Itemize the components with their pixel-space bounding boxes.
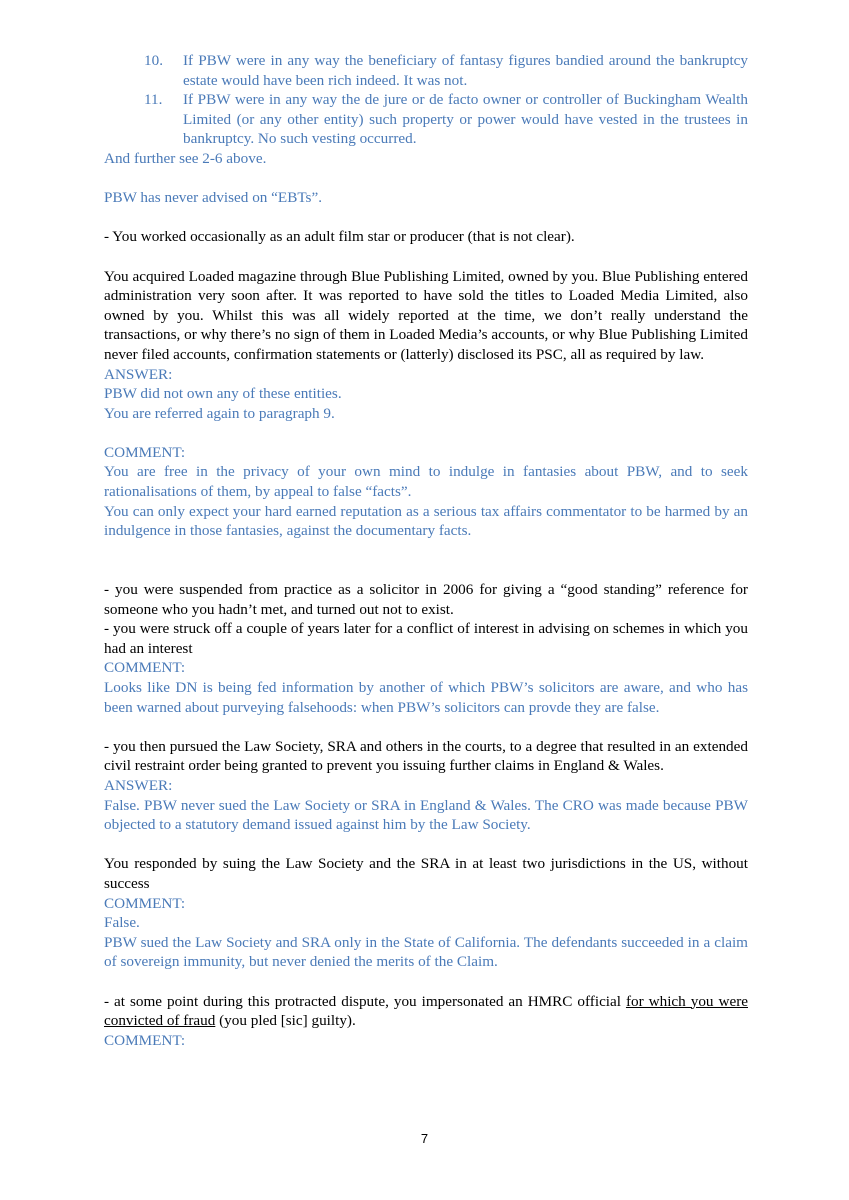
item-number: 10.	[144, 52, 163, 69]
answer-text: False. PBW never sued the Law Society or SRA in England & Wales. The CRO was made because PBW objected to a statutory demand issued against him by the Law Society.	[104, 796, 748, 834]
answer-text: PBW did not own any of these entities.	[104, 385, 342, 403]
comment-heading: COMMENT:	[104, 443, 186, 461]
page-number: 7	[420, 1131, 429, 1146]
allegation-us-suits: You responded by suing the Law Society and the SRA in at least two jurisdictions in the US, without success	[104, 855, 748, 892]
allegation-film: - You worked occasionally as an adult film star or producer (that is not clear).	[104, 228, 575, 246]
item-number: 11.	[144, 91, 163, 109]
comment-heading: COMMENT:	[104, 894, 186, 912]
further-reference: And further see 2-6 above.	[104, 149, 267, 167]
allegation-struck-off: - you were struck off a couple of years later for a conflict of interest in advising on schemes in which you had an interest	[104, 620, 748, 657]
numbered-item-10	[144, 51, 748, 90]
answer-heading: ANSWER:	[104, 776, 173, 794]
item-text: If PBW were in any way the beneficiary of fantasy figures bandied around the bankruptcy estate would have been rich indeed. It was not.	[183, 52, 748, 89]
comment-text: You can only expect your hard earned reputation as a serious tax affairs commentator to be harmed by an indulgence in those fantasies, against the documentary facts.	[104, 502, 748, 540]
comment-text: You are free in the privacy of your own mind to indulge in fantasies about PBW, and to seek rationalisations of them, by appeal to false “facts”.	[104, 463, 748, 501]
allegation-loaded: You acquired Loaded magazine through Blue Publishing Limited, owned by you. Blue Publishing entered administration very soon after. It was reported to have sold the titles to Loaded Media Limited, also owned by you. Whilst this was all widely reported at the time, we don’t really understand the transactions, or why there’s no sign of them in Loaded Media’s accounts, or why Blue Publishing Limited never filed accounts, confirmation statements or (latterly) disclosed its PSC, all as required by law.	[104, 267, 748, 363]
answer-text: You are referred again to paragraph 9.	[104, 404, 335, 422]
allegation-pursued: - you then pursued the Law Society, SRA and others in the courts, to a degree that resulted in an extended civil restraint order being granted to prevent you issuing further claims in England & Wales.	[104, 737, 748, 775]
comment-heading: COMMENT:	[104, 1031, 186, 1049]
allegation-text: - at some point during this protracted dispute, you impersonated an HMRC official	[104, 992, 626, 1010]
ebts-statement: PBW has never advised on “EBTs”.	[104, 189, 322, 207]
comment-text: Looks like DN is being fed information by another of which PBW’s solicitors are aware, and who has been warned about purveying falsehoods: when PBW’s solicitors can provde they are false.	[104, 679, 748, 716]
comment-text: PBW sued the Law Society and SRA only in the State of California. The defendants succeeded in a claim of sovereign immunity, but never denied the merits of the Claim.	[104, 933, 748, 971]
allegation-hmrc	[104, 992, 748, 1031]
comment-heading: COMMENT:	[104, 659, 186, 677]
underlined-text: for which you were convicted of fraud	[104, 992, 748, 1030]
item-text: If PBW were in any way the de jure or de facto owner or controller of Buckingham Wealth Limited (or any other entity) such property or power would have vested in the trustees in bankruptcy. No such vesting occurred.	[183, 91, 748, 148]
allegation-suspended: - you were suspended from practice as a solicitor in 2006 for giving a “good standing” reference for someone who you hadn’t met, and turned out not to exist.	[104, 581, 748, 618]
comment-text: False.	[104, 914, 140, 932]
answer-heading: ANSWER:	[104, 365, 173, 383]
allegation-text: (you pled [sic] guilty).	[215, 1012, 356, 1030]
numbered-item-11	[144, 90, 748, 149]
